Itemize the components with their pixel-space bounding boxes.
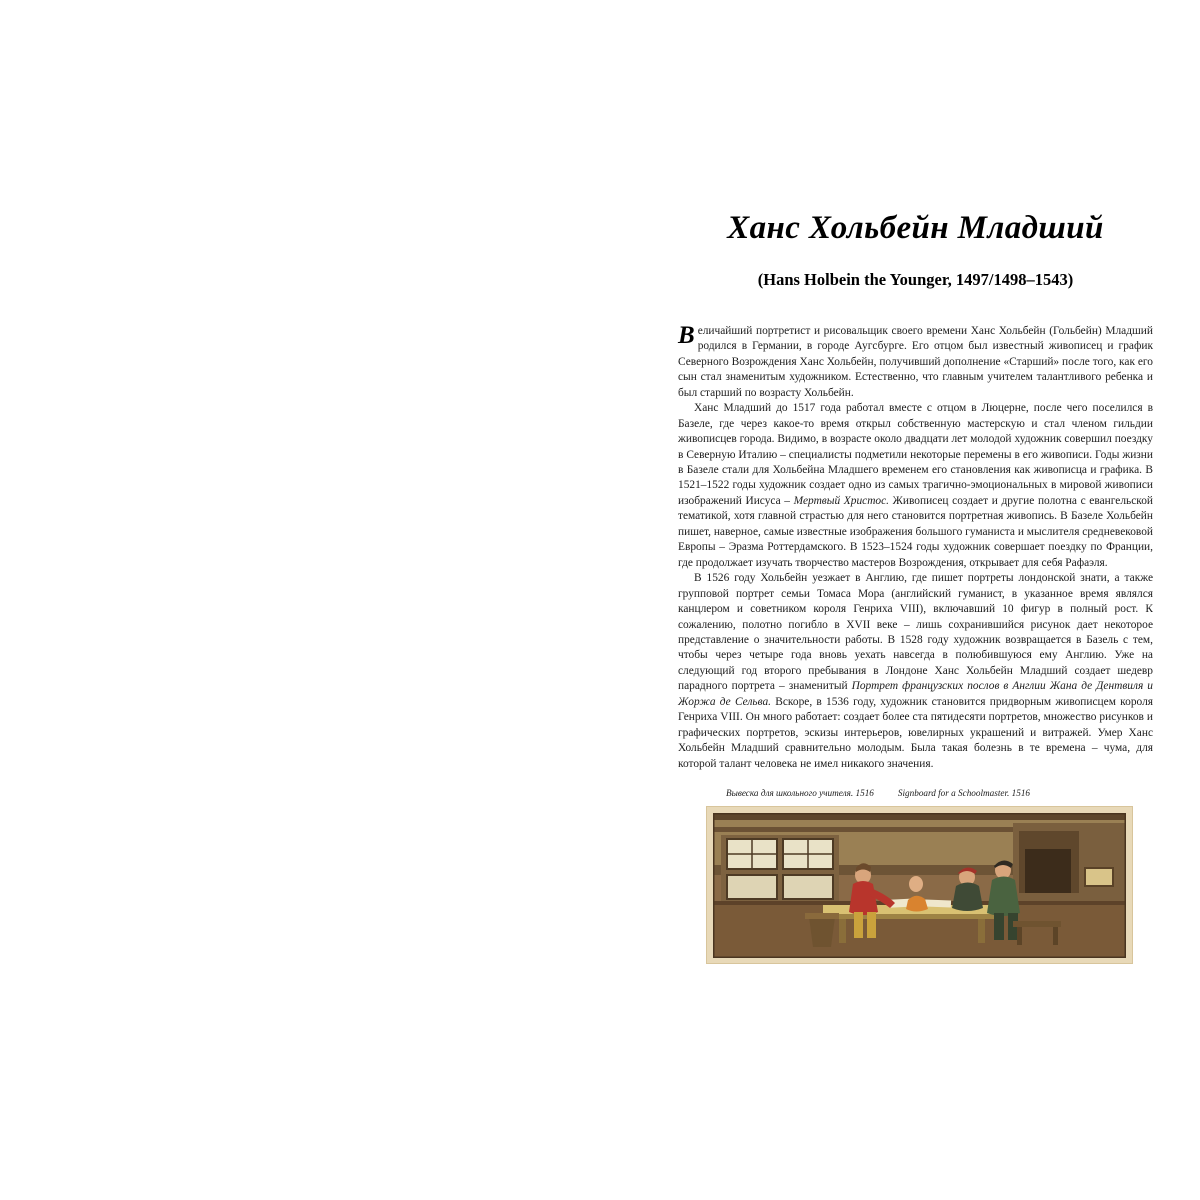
artwork-title-dead-christ: Мертвый Христос. [793, 494, 890, 507]
figure-caption [706, 788, 1133, 798]
painting-signboard-for-a-schoolmaster [713, 813, 1126, 958]
paragraph-2 [678, 401, 1153, 571]
paragraph-1-text: еличайший портретист и рисовальщик своего времени Ханс Хольбейн (Гольбейн) Младший родился в Германии, в городе Аугсбурге. Его отцом был известный живописец и график Северного Возрождения Ханс Хольбейн, получивший дополнение «Старший» после того, как его сын стал знаменитым художником. Естественно, что главным учителем талантливого ребенка и был старший по возрасту Хольбейн. [678, 324, 1153, 399]
figure-block [706, 788, 1133, 964]
paragraph-2-text: Ханс Младший до 1517 года работал вместе с отцом в Люцерне, после чего поселился в Базеле, где через какое-то время открыл собственную мастерскую и стал членом гильдии живописцев города. Видимо, в возрасте около двадцати лет молодой художник совершил поездку в Северную Италию – специалисты подметили некоторые перемены в его живописи. Годы жизни в Базеле стали для Хольбейна Младшего временем его становления как живописца и графика. В 1521–1522 годы художник создает одно из самых трагично-эмоциональных в мировой живописи изображений Иисуса – [678, 402, 1153, 507]
paragraph-1 [678, 321, 1153, 401]
page-subtitle: (Hans Holbein the Younger, 1497/1498–1543) [757, 269, 1074, 289]
article-body [678, 321, 1154, 772]
figure-frame [706, 806, 1133, 964]
drop-cap: В [678, 321, 695, 349]
artwork-title-ambassadors: Портрет французских послов в Англии Жана де Дентвиля и Жоржа де Сельва. [678, 680, 1153, 708]
paragraph-3-rest: Вскоре, в 1536 году, художник становится придворным живописцем короля Генриха VIII. Он много работает: создает более ста пятидесяти портретов, множество рисунков и графических портретов, эскизы интерьеров, ювелирных украшений и витражей. Умер Ханс Хольбейн Младший сравнительно молодым. Была такая болезнь в те времена – чума, для которой талант человека не имел никакого значения. [678, 695, 1153, 770]
paragraph-2-rest: Живописец создает и другие полотна с евангельской тематикой, хотя главной страстью для него становится портретная живопись. В Базеле Хольбейн пишет, наверное, самые известные изображения большого гуманиста и мыслителя средневековой Европы – Эразма Роттердамского. В 1523–1524 годы художник совершает поездку по Франции, где продолжает изучать творчество мастеров Возрождения, открывает для себя Рафаэля. [678, 494, 1154, 569]
paragraph-3-text: В 1526 году Хольбейн уезжает в Англию, где пишет портреты лондонской знати, а также групповой портрет семьи Томаса Мора (английский гуманист, в указанное время являлся канцлером и советником короля Генриха VIII), включавший 10 фигур в полный рост. К сожалению, полотно погибло в XVII веке – лишь сохранившийся рисунок дает некоторое представление о значительности работы. В 1528 году художник возвращается в Базель с тем, чтобы через четыре года вновь уехать навсегда в полюбившуюся ему Англию. Уже на следующий год второго пребывания в Лондоне Ханс Хольбейн Младший создает шедевр парадного портрета – знаменитый [678, 572, 1153, 693]
paragraph-3 [678, 571, 1153, 772]
figure-caption-ru: Вывеска для школьного учителя. 1516 [726, 788, 874, 798]
figure-caption-en: Signboard for a Schoolmaster. 1516 [897, 788, 1031, 798]
page-title: Ханс Хольбейн Младший [727, 210, 1104, 246]
article-column [678, 210, 1153, 772]
